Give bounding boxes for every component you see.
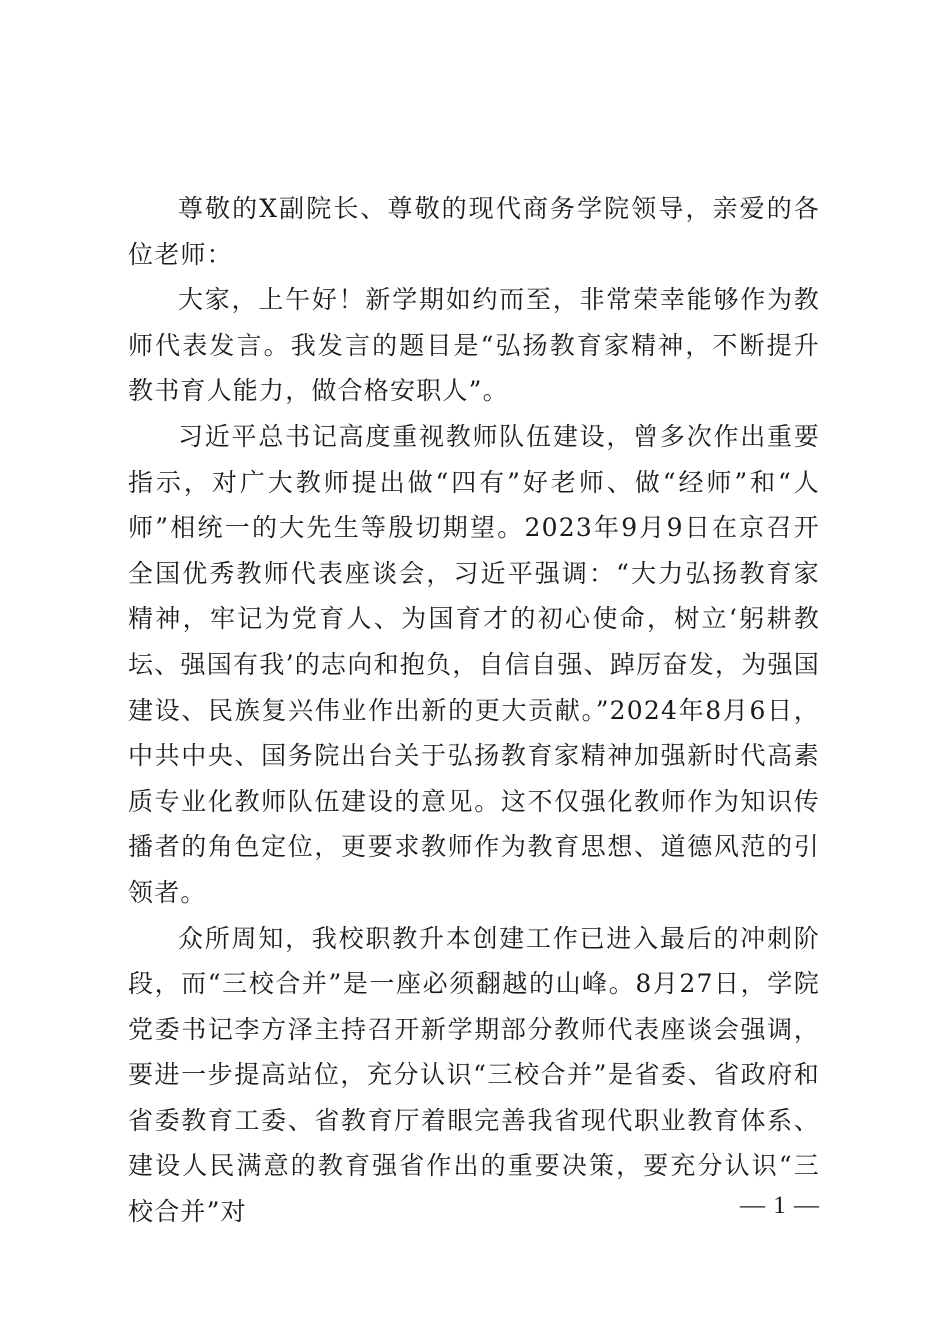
salutation-paragraph: 尊敬的X副院长、尊敬的现代商务学院领导，亲爱的各位老师： [128,194,820,269]
page-number: — 1 — [740,1192,820,1219]
background-paragraph: 习近平总书记高度重视教师队伍建设，曾多次作出重要指示，对广大教师提出做“四有”好老师、做“经师”和“人师”相统一的大先生等殷切期望。2023年9月9日在京召开全国优秀教师代表座谈会，习近平强调：“大力弘扬教育家精神，牢记为党育人、为国育才的初心使命，树立‘躬耕教坛、强国有我’的志向和抱负，自信自强、踔厉奋发，为强国建设、民族复兴伟业作出新的更大贡献。”2024年8月6日，中共中央、国务院出台关于弘扬教育家精神加强新时代高素质专业化教师队伍建设的意见。这不仅强化教师作为知识传播者的角色定位，更要求教师作为教育思想、道德风范的引领者。 [128,421,820,907]
greeting-paragraph: 大家，上午好！新学期如约而至，非常荣幸能够作为教师代表发言。我发言的题目是“弘扬教育家精神，不断提升教书育人能力，做合格安职人”。 [128,285,820,406]
document-body [128,186,820,1235]
merger-paragraph: 众所周知，我校职教升本创建工作已进入最后的冲刺阶段，而“三校合并”是一座必须翻越的山峰。8月27日，学院党委书记李方泽主持召开新学期部分教师代表座谈会强调，要进一步提高站位，充分认识“三校合并”是省委、省政府和省委教育工委、省教育厅着眼完善我省现代职业教育体系、建设人民满意的教育强省作出的重要决策，要充分认识“三校合并”对 [128,923,820,1227]
